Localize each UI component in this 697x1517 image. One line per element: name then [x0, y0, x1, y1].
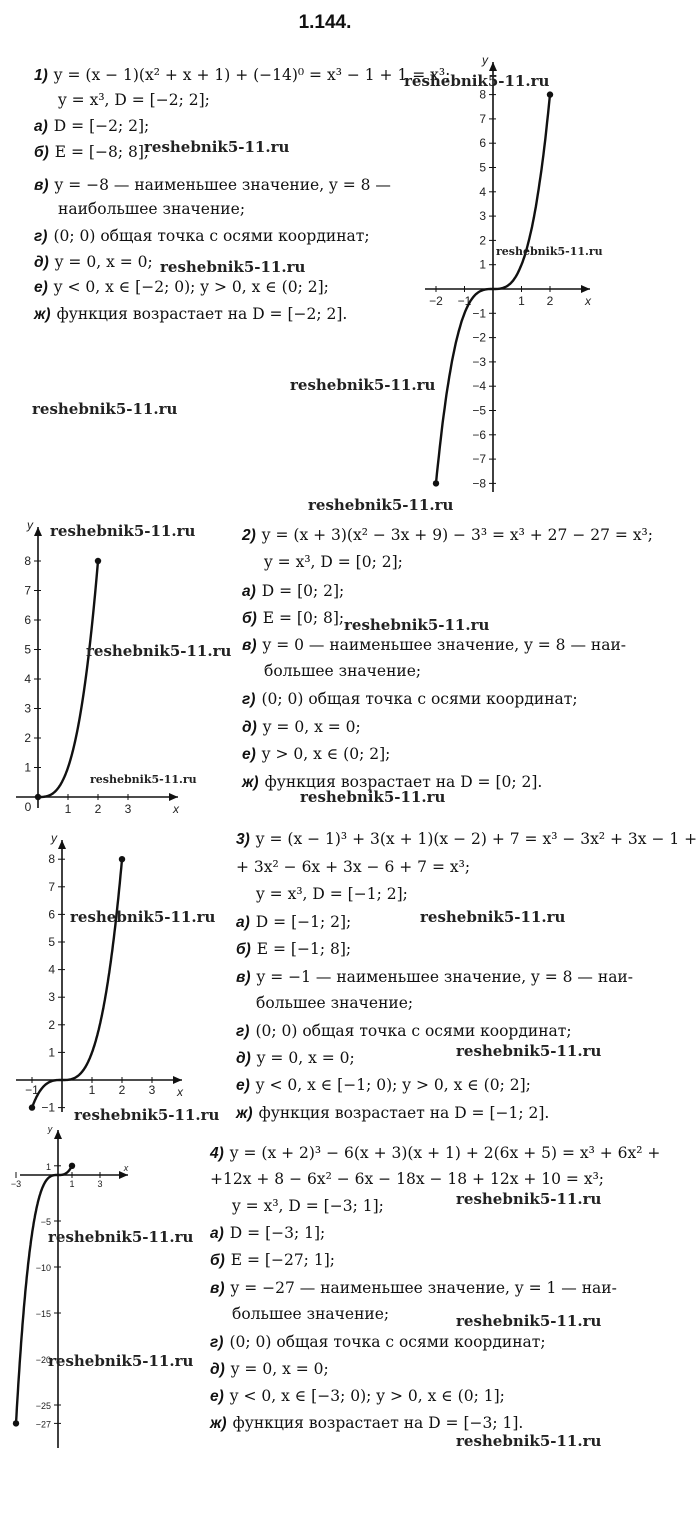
watermark: reshebnik5-11.ru: [48, 1352, 194, 1370]
line: + 3x² − 6x + 3x − 6 + 7 = x³;: [236, 858, 471, 876]
y-tick-label: 7: [24, 583, 31, 598]
function-curve: [38, 561, 98, 797]
line: наибольшее значение;: [58, 200, 246, 218]
watermark: reshebnik5-11.ru: [90, 773, 197, 786]
y-tick-label: 4: [48, 962, 55, 977]
line: д) y = 0, x = 0;: [242, 718, 361, 736]
watermark: reshebnik5-11.ru: [456, 1042, 602, 1060]
line: в) y = 0 — наименьшее значение, y = 8 — наи-: [242, 636, 627, 654]
y-axis-arrow: [54, 1130, 62, 1139]
x-tick-label: 1: [518, 294, 525, 308]
line: а) D = [−2; 2];: [34, 117, 150, 135]
y-axis-arrow: [489, 62, 497, 71]
line: 1) y = (x − 1)(x² + x + 1) + (−14)⁰ = x³ − 1 + 1 = x³;: [34, 66, 451, 84]
y-tick-label: 3: [24, 701, 31, 716]
x-axis-arrow: [169, 793, 178, 801]
x-axis-label: x: [585, 294, 591, 308]
x-tick-label: 3: [97, 1179, 103, 1189]
line: г) (0; 0) общая точка с осями координат;: [210, 1333, 546, 1351]
line: а) D = [0; 2];: [242, 582, 345, 600]
line: ж) функция возрастает на D = [−1; 2].: [236, 1104, 550, 1122]
x-axis-arrow: [581, 285, 590, 293]
watermark: reshebnik5-11.ru: [32, 400, 178, 418]
line: а) D = [−1; 2];: [236, 913, 352, 931]
y-tick-label: −27: [35, 1419, 51, 1430]
line: 4) y = (x + 2)³ − 6(x + 3)(x + 1) + 2(6x + 5) = x³ + 6x² +: [210, 1144, 661, 1162]
watermark: reshebnik5-11.ru: [344, 616, 490, 634]
x-axis-arrow: [173, 1076, 182, 1084]
x-axis-label: x: [173, 802, 179, 816]
line: д) y = 0, x = 0;: [34, 253, 153, 271]
origin-label: 0: [24, 800, 32, 814]
watermark: reshebnik5-11.ru: [70, 908, 216, 926]
line: ж) функция возрастает на D = [0; 2].: [242, 773, 543, 791]
endpoint: [29, 1104, 35, 1110]
function-curve: [16, 1166, 75, 1424]
line: +12x + 8 − 6x² − 6x − 18x − 18 + 12x + 10 = x³;: [210, 1170, 605, 1188]
line: большее значение;: [232, 1305, 390, 1323]
y-tick-label: −6: [472, 427, 486, 442]
line: г) (0; 0) общая точка с осями координат;: [242, 690, 578, 708]
watermark: reshebnik5-11.ru: [48, 1228, 194, 1246]
line: y = x³, D = [−2; 2];: [58, 91, 210, 109]
y-tick-label: 5: [479, 160, 486, 175]
line: в) y = −8 — наименьшее значение, y = 8 —: [34, 176, 391, 194]
y-tick-label: 6: [479, 136, 486, 151]
problem-number: 1.144.: [298, 12, 352, 33]
endpoint: [35, 794, 41, 800]
y-axis-label: y: [27, 518, 33, 532]
line: в) y = −27 — наименьшее значение, y = 1 — наи-: [210, 1279, 617, 1297]
y-axis-label: y: [482, 53, 488, 67]
endpoint: [119, 856, 125, 862]
watermark: reshebnik5-11.ru: [456, 1432, 602, 1450]
line: е) y < 0, x ∈ [−1; 0); y > 0, x ∈ (0; 2];: [236, 1076, 531, 1094]
y-tick-label: 6: [48, 907, 55, 922]
y-tick-label: 3: [48, 990, 55, 1005]
y-tick-label: 3: [479, 209, 486, 224]
line: д) y = 0, x = 0;: [236, 1049, 355, 1067]
y-tick-label: −5: [472, 403, 486, 418]
function-curve: [32, 859, 122, 1107]
line: б) E = [−27; 1];: [210, 1251, 335, 1269]
y-tick-label: 7: [479, 111, 486, 126]
y-tick-label: −1: [41, 1100, 55, 1115]
watermark: reshebnik5-11.ru: [456, 1190, 602, 1208]
y-tick-label: 4: [24, 672, 31, 686]
y-tick-label: −20: [35, 1355, 51, 1365]
x-tick-label: 2: [546, 294, 554, 308]
watermark: reshebnik5-11.ru: [456, 1312, 602, 1330]
y-tick-label: 8: [479, 87, 486, 102]
line: г) (0; 0) общая точка с осями координат;: [34, 227, 370, 245]
y-tick-label: −10: [35, 1263, 51, 1273]
x-tick-label: 1: [69, 1179, 75, 1189]
line: б) E = [−8; 8];: [34, 143, 150, 161]
x-tick-label: 2: [118, 1083, 126, 1097]
y-tick-label: 6: [24, 613, 31, 627]
y-tick-label: 2: [48, 1017, 55, 1032]
y-axis-label: y: [47, 1124, 53, 1134]
line: 2) y = (x + 3)(x² − 3x + 9) − 3³ = x³ + 27 − 27 = x³;: [242, 526, 653, 544]
y-tick-label: 1: [24, 760, 31, 775]
y-tick-label: −1: [472, 306, 486, 321]
line: в) y = −1 — наименьшее значение, y = 8 — наи-: [236, 968, 634, 986]
watermark: reshebnik5-11.ru: [404, 72, 550, 90]
y-tick-label: −15: [35, 1309, 51, 1319]
line: е) y > 0, x ∈ (0; 2];: [242, 745, 391, 763]
y-tick-label: −5: [40, 1217, 51, 1227]
x-tick-label: 1: [88, 1083, 96, 1097]
y-tick-label: 2: [24, 731, 31, 745]
line: y = x³, D = [−3; 1];: [232, 1197, 384, 1215]
y-tick-label: 4: [479, 184, 486, 199]
line: а) D = [−3; 1];: [210, 1224, 326, 1242]
y-axis-label: y: [51, 831, 57, 845]
watermark: reshebnik5-11.ru: [160, 258, 306, 276]
y-tick-label: 2: [479, 233, 486, 248]
x-tick-label: −1: [457, 294, 472, 308]
x-tick-label: −2: [429, 294, 443, 308]
y-tick-label: −25: [35, 1401, 51, 1411]
x-tick-label: −1: [25, 1083, 39, 1097]
line: г) (0; 0) общая точка с осями координат;: [236, 1022, 572, 1040]
y-tick-label: 8: [24, 554, 31, 568]
x-axis-label: x: [177, 1085, 183, 1099]
watermark: reshebnik5-11.ru: [300, 788, 446, 806]
y-tick-label: 5: [48, 935, 55, 949]
line: 3) y = (x − 1)³ + 3(x + 1)(x − 2) + 7 = x³ − 3x² + 3x − 1 +: [236, 830, 697, 848]
line: е) y < 0, x ∈ [−3; 0); y > 0, x ∈ (0; 1];: [210, 1387, 505, 1405]
line: б) E = [−1; 8];: [236, 940, 352, 958]
y-axis-arrow: [58, 840, 66, 849]
line: y = x³, D = [−1; 2];: [256, 885, 408, 903]
endpoint: [433, 480, 439, 486]
line: ж) функция возрастает на D = [−3; 1].: [210, 1414, 524, 1432]
line: большее значение;: [256, 994, 414, 1012]
y-tick-label: 1: [45, 1161, 51, 1172]
x-tick-label: 3: [124, 802, 132, 816]
y-tick-label: 5: [24, 642, 31, 657]
y-tick-label: 1: [479, 257, 486, 272]
line: ж) функция возрастает на D = [−2; 2].: [34, 305, 348, 323]
line: б) E = [0; 8];: [242, 609, 345, 627]
watermark: reshebnik5-11.ru: [144, 138, 290, 156]
endpoint: [547, 91, 553, 97]
x-tick-label: 3: [148, 1083, 156, 1097]
endpoint: [69, 1163, 75, 1169]
y-tick-label: −7: [472, 452, 486, 467]
watermark: reshebnik5-11.ru: [86, 642, 232, 660]
watermark: reshebnik5-11.ru: [50, 522, 196, 540]
x-axis-label: x: [123, 1163, 129, 1173]
line: большее значение;: [264, 662, 422, 680]
y-tick-label: −4: [472, 379, 486, 394]
watermark: reshebnik5-11.ru: [496, 245, 603, 258]
y-tick-label: 7: [48, 879, 55, 894]
y-tick-label: 8: [48, 852, 55, 867]
x-tick-label: 1: [64, 802, 72, 816]
y-tick-label: −3: [472, 354, 486, 369]
y-tick-label: −8: [472, 476, 486, 491]
watermark: reshebnik5-11.ru: [74, 1106, 220, 1124]
x-tick-label: 2: [94, 802, 102, 816]
line: е) y < 0, x ∈ [−2; 0); y > 0, x ∈ (0; 2];: [34, 278, 329, 296]
endpoint: [95, 558, 101, 564]
watermark: reshebnik5-11.ru: [290, 376, 436, 394]
endpoint: [13, 1420, 19, 1426]
watermark: reshebnik5-11.ru: [308, 496, 454, 514]
watermark: reshebnik5-11.ru: [420, 908, 566, 926]
line: д) y = 0, x = 0;: [210, 1360, 329, 1378]
y-axis-arrow: [34, 527, 42, 536]
y-tick-label: 1: [48, 1045, 55, 1060]
x-tick-label: −3: [10, 1179, 22, 1189]
line: y = x³, D = [0; 2];: [264, 553, 403, 571]
y-tick-label: −2: [472, 330, 486, 345]
